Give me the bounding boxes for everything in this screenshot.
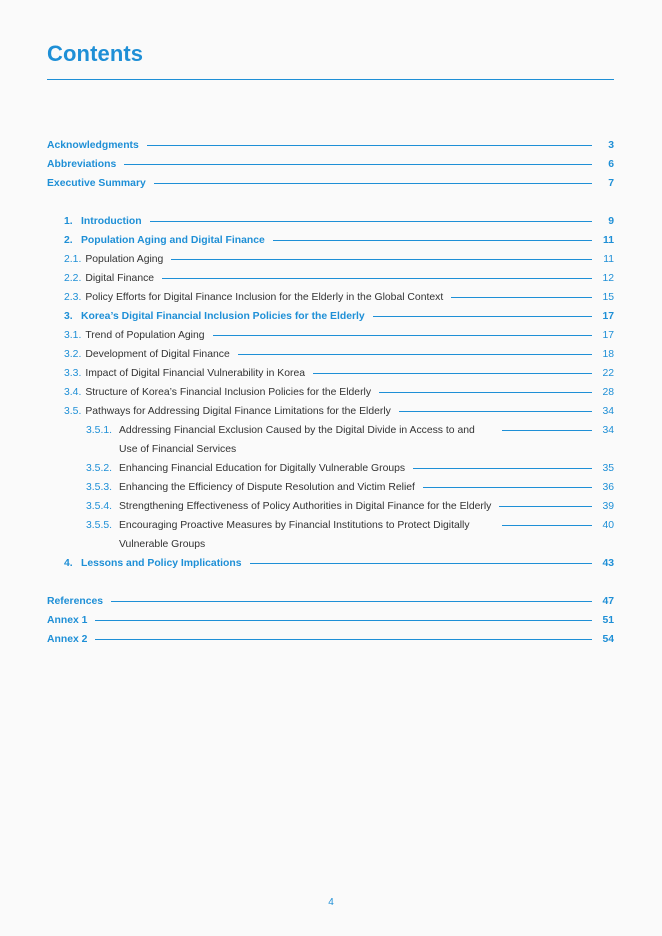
toc-page-number: 47 (602, 596, 614, 607)
toc-leader-line (213, 335, 592, 336)
toc-leader-line (238, 354, 592, 355)
toc-entry-label: Lessons and Policy Implications (81, 558, 242, 569)
toc-leader-line (313, 373, 592, 374)
toc-entry-label: Policy Efforts for Digital Finance Inclusion for the Elderly in the Global Context (85, 292, 444, 303)
page-number-footer: 4 (328, 897, 334, 908)
toc-entry-number: 3.5.3. (86, 482, 112, 493)
toc-page-number: 3 (608, 140, 614, 151)
page-title: Contents (47, 41, 144, 66)
toc-entry-label: Introduction (81, 216, 142, 227)
toc-entry-label: Abbreviations (47, 159, 117, 170)
toc-entry-label: Digital Finance (85, 273, 155, 284)
toc-leader-line (379, 392, 592, 393)
toc-entry-number: 3.2. (64, 349, 82, 360)
toc-entry-number: 3.5.5. (86, 520, 112, 531)
toc-entry-section-3-5-3[interactable] (47, 478, 614, 497)
toc-leader-line (162, 278, 592, 279)
toc-page-number: 28 (602, 387, 614, 398)
table-of-contents (47, 136, 614, 649)
toc-entry-section-3[interactable] (47, 307, 614, 326)
toc-leader-line (147, 145, 592, 146)
toc-page-number: 36 (602, 482, 614, 493)
toc-entry-section-3-2[interactable] (47, 345, 614, 364)
toc-page-number: 39 (602, 501, 614, 512)
toc-entry-label: Encouraging Proactive Measures by Financial Institutions to Protect Digitally Vulnerable Groups (119, 520, 470, 550)
toc-page-number: 7 (608, 178, 614, 189)
toc-entry-number: 3.3. (64, 368, 82, 379)
toc-leader-line (502, 525, 592, 526)
toc-entry-section-2-2[interactable] (47, 269, 614, 288)
toc-page-number: 35 (602, 463, 614, 474)
toc-entry-number: 3.5. (64, 406, 82, 417)
toc-page-number: 11 (603, 235, 614, 246)
toc-entry-abbreviations[interactable] (47, 155, 614, 174)
toc-leader-line (499, 506, 592, 507)
toc-page-number: 34 (602, 406, 614, 417)
toc-entry-number: 4. (64, 558, 73, 569)
toc-leader-line (95, 620, 592, 621)
toc-entry-section-3-5-1[interactable] (47, 421, 614, 459)
toc-leader-line (423, 487, 592, 488)
toc-leader-line (502, 430, 592, 431)
toc-entry-annex-1[interactable] (47, 611, 614, 630)
toc-entry-section-3-5[interactable] (47, 402, 614, 421)
toc-entry-number: 3.1. (64, 330, 82, 341)
toc-entry-label: Trend of Population Aging (85, 330, 205, 341)
toc-leader-line (124, 164, 592, 165)
toc-entry-label: Annex 1 (47, 615, 88, 626)
toc-entry-label: References (47, 596, 104, 607)
toc-leader-line (95, 639, 592, 640)
toc-entry-section-4[interactable] (47, 554, 614, 573)
toc-page-number: 54 (602, 634, 614, 645)
toc-entry-label: Annex 2 (47, 634, 88, 645)
toc-entry-section-2-1[interactable] (47, 250, 614, 269)
toc-page-number: 15 (602, 292, 614, 303)
toc-entry-section-3-5-4[interactable] (47, 497, 614, 516)
toc-page-number: 12 (602, 273, 614, 284)
toc-page-number: 18 (602, 349, 614, 360)
toc-entry-label: Impact of Digital Financial Vulnerability in Korea (85, 368, 305, 379)
toc-entry-number: 3.4. (64, 387, 82, 398)
toc-leader-line (171, 259, 592, 260)
toc-page-number: 43 (602, 558, 614, 569)
toc-page-number: 6 (608, 159, 614, 170)
toc-entry-section-3-4[interactable] (47, 383, 614, 402)
title-divider (47, 79, 614, 80)
toc-page-number: 40 (602, 520, 614, 531)
toc-entry-label: Pathways for Addressing Digital Finance Limitations for the Elderly (85, 406, 391, 417)
toc-entry-number: 2.1. (64, 254, 82, 265)
toc-page-number: 34 (602, 425, 614, 436)
toc-page-number: 22 (602, 368, 614, 379)
toc-entry-number: 1. (64, 216, 73, 227)
toc-entry-label: Strengthening Effectiveness of Policy Authorities in Digital Finance for the Elderly (119, 501, 492, 512)
toc-entry-label: Korea’s Digital Financial Inclusion Policies for the Elderly (81, 311, 365, 322)
toc-leader-line (250, 563, 592, 564)
toc-entry-section-3-1[interactable] (47, 326, 614, 345)
toc-leader-line (273, 240, 592, 241)
toc-entry-label: Executive Summary (47, 178, 146, 189)
toc-leader-line (150, 221, 592, 222)
toc-page-number: 17 (602, 311, 614, 322)
toc-entry-section-2[interactable] (47, 231, 614, 250)
toc-page-number: 11 (603, 254, 614, 265)
toc-entry-label: Population Aging (85, 254, 164, 265)
toc-entry-label: Population Aging and Digital Finance (81, 235, 265, 246)
toc-entry-number: 3. (64, 311, 73, 322)
toc-entry-number: 3.5.4. (86, 501, 112, 512)
toc-entry-acknowledgments[interactable] (47, 136, 614, 155)
toc-leader-line (413, 468, 592, 469)
toc-entry-label: Addressing Financial Exclusion Caused by the Digital Divide in Access to and Use of Financial Services (119, 425, 475, 455)
toc-entry-section-1[interactable] (47, 212, 614, 231)
toc-entry-number: 3.5.1. (86, 425, 112, 436)
toc-entry-section-3-3[interactable] (47, 364, 614, 383)
toc-entry-label: Acknowledgments (47, 140, 139, 151)
toc-entry-number: 2.2. (64, 273, 82, 284)
toc-leader-line (399, 411, 592, 412)
toc-page-number: 9 (608, 216, 614, 227)
toc-leader-line (111, 601, 592, 602)
toc-entry-label: Enhancing Financial Education for Digitally Vulnerable Groups (119, 463, 406, 474)
toc-page-number: 51 (602, 615, 614, 626)
toc-entry-number: 2. (64, 235, 73, 246)
toc-leader-line (373, 316, 592, 317)
toc-leader-line (451, 297, 592, 298)
toc-entry-annex-2[interactable] (47, 630, 614, 649)
toc-entry-label: Structure of Korea’s Financial Inclusion Policies for the Elderly (85, 387, 372, 398)
toc-entry-executive-summary[interactable] (47, 174, 614, 193)
toc-entry-references[interactable] (47, 592, 614, 611)
toc-entry-label: Enhancing the Efficiency of Dispute Resolution and Victim Relief (119, 482, 415, 493)
toc-leader-line (154, 183, 592, 184)
toc-entry-number: 3.5.2. (86, 463, 112, 474)
toc-entry-number: 2.3. (64, 292, 82, 303)
toc-page-number: 17 (602, 330, 614, 341)
toc-entry-section-2-3[interactable] (47, 288, 614, 307)
toc-entry-section-3-5-2[interactable] (47, 459, 614, 478)
toc-entry-label: Development of Digital Finance (85, 349, 230, 360)
toc-entry-section-3-5-5[interactable] (47, 516, 614, 554)
